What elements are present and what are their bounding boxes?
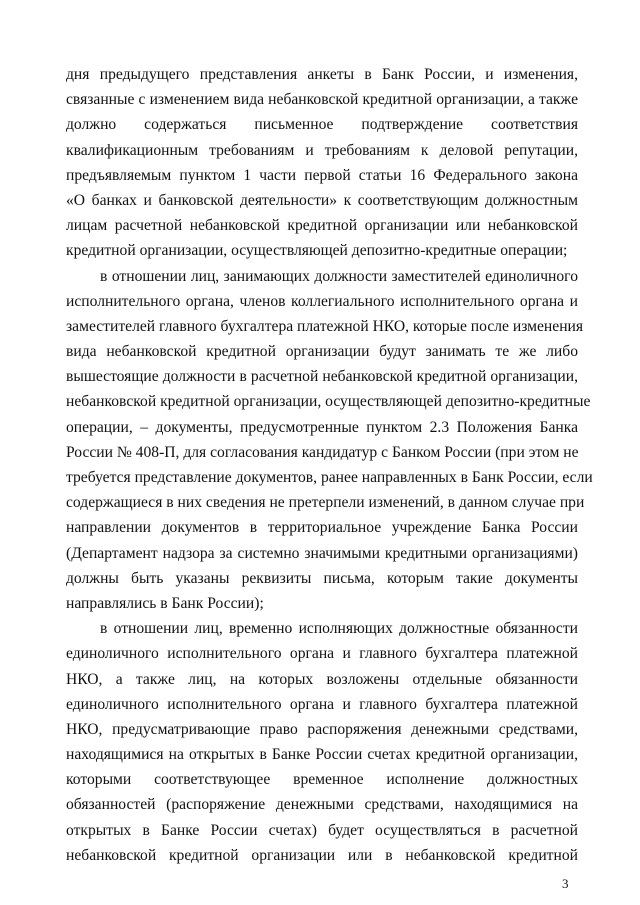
text-line: (Департамент надзора за системно значимыми кредитными организациями) bbox=[66, 544, 578, 562]
text-line: должно содержаться письменное подтверждение соответствия bbox=[66, 116, 578, 134]
text-line: лицам расчетной небанковской кредитной организации или небанковской bbox=[66, 217, 578, 235]
text-line: небанковской кредитной организации или в небанковской кредитной bbox=[66, 846, 578, 864]
text-line: единоличного исполнительного органа и главного бухгалтера платежной bbox=[66, 645, 578, 663]
text-line: НКО, предусматривающие право распоряжения денежными средствами, bbox=[66, 720, 578, 738]
page-number: 3 bbox=[562, 876, 569, 891]
text-line: вышестоящие должности в расчетной небанковской кредитной организации, bbox=[66, 368, 578, 386]
text-line: связанные с изменением вида небанковской кредитной организации, а также bbox=[66, 91, 578, 109]
text-line: предъявляемым пунктом 1 части первой статьи 16 Федерального закона bbox=[66, 166, 578, 184]
text-line: направлении документов в территориальное учреждение Банка России bbox=[66, 519, 578, 537]
text-line: квалификационным требованиям и требованиям к деловой репутации, bbox=[66, 141, 578, 159]
text-line: в отношении лиц, занимающих должности заместителей единоличного bbox=[100, 267, 578, 285]
text-line: единоличного исполнительного органа и главного бухгалтера платежной bbox=[66, 695, 578, 713]
text-line: операции, – документы, предусмотренные пунктом 2.3 Положения Банка bbox=[66, 418, 578, 436]
text-line: обязанностей (распоряжение денежными средствами, находящимися на bbox=[66, 796, 578, 814]
document-body bbox=[66, 62, 593, 868]
text-line: кредитной организации, осуществляющей депозитно-кредитные операции; bbox=[66, 242, 568, 260]
text-line: находящимися на открытых в Банке России счетах кредитной организации, bbox=[66, 746, 578, 764]
text-line: «О банках и банковской деятельности» к соответствующим должностным bbox=[66, 191, 578, 209]
text-line: требуется представление документов, ранее направленных в Банк России, если bbox=[66, 469, 593, 486]
text-line: дня предыдущего представления анкеты в Банк России, и изменения, bbox=[66, 66, 578, 83]
text-line: направлялись в Банк России); bbox=[66, 594, 264, 612]
text-line: НКО, а также лиц, на которых возложены отдельные обязанности bbox=[66, 670, 578, 688]
text-line: небанковской кредитной организации, осуществляющей депозитно-кредитные bbox=[66, 393, 591, 411]
text-line: исполнительного органа, членов коллегиального исполнительного органа и bbox=[66, 292, 578, 310]
text-line: России № 408-П, для согласования кандидатур с Банком России (при этом не bbox=[66, 443, 579, 461]
text-line: должны быть указаны реквизиты письма, которым такие документы bbox=[66, 569, 578, 587]
text-line: содержащиеся в них сведения не претерпели изменений, в данном случае при bbox=[66, 494, 585, 512]
text-line: которыми соответствующее временное исполнение должностных bbox=[66, 771, 578, 789]
text-line: заместителей главного бухгалтера платежной НКО, которые после изменения bbox=[66, 317, 584, 335]
text-line: в отношении лиц, временно исполняющих должностные обязанности bbox=[100, 620, 578, 638]
text-line: вида небанковской кредитной организации будут занимать те же либо bbox=[66, 343, 578, 361]
text-line: открытых в Банке России счетах) будет осуществляться в расчетной bbox=[66, 821, 578, 839]
